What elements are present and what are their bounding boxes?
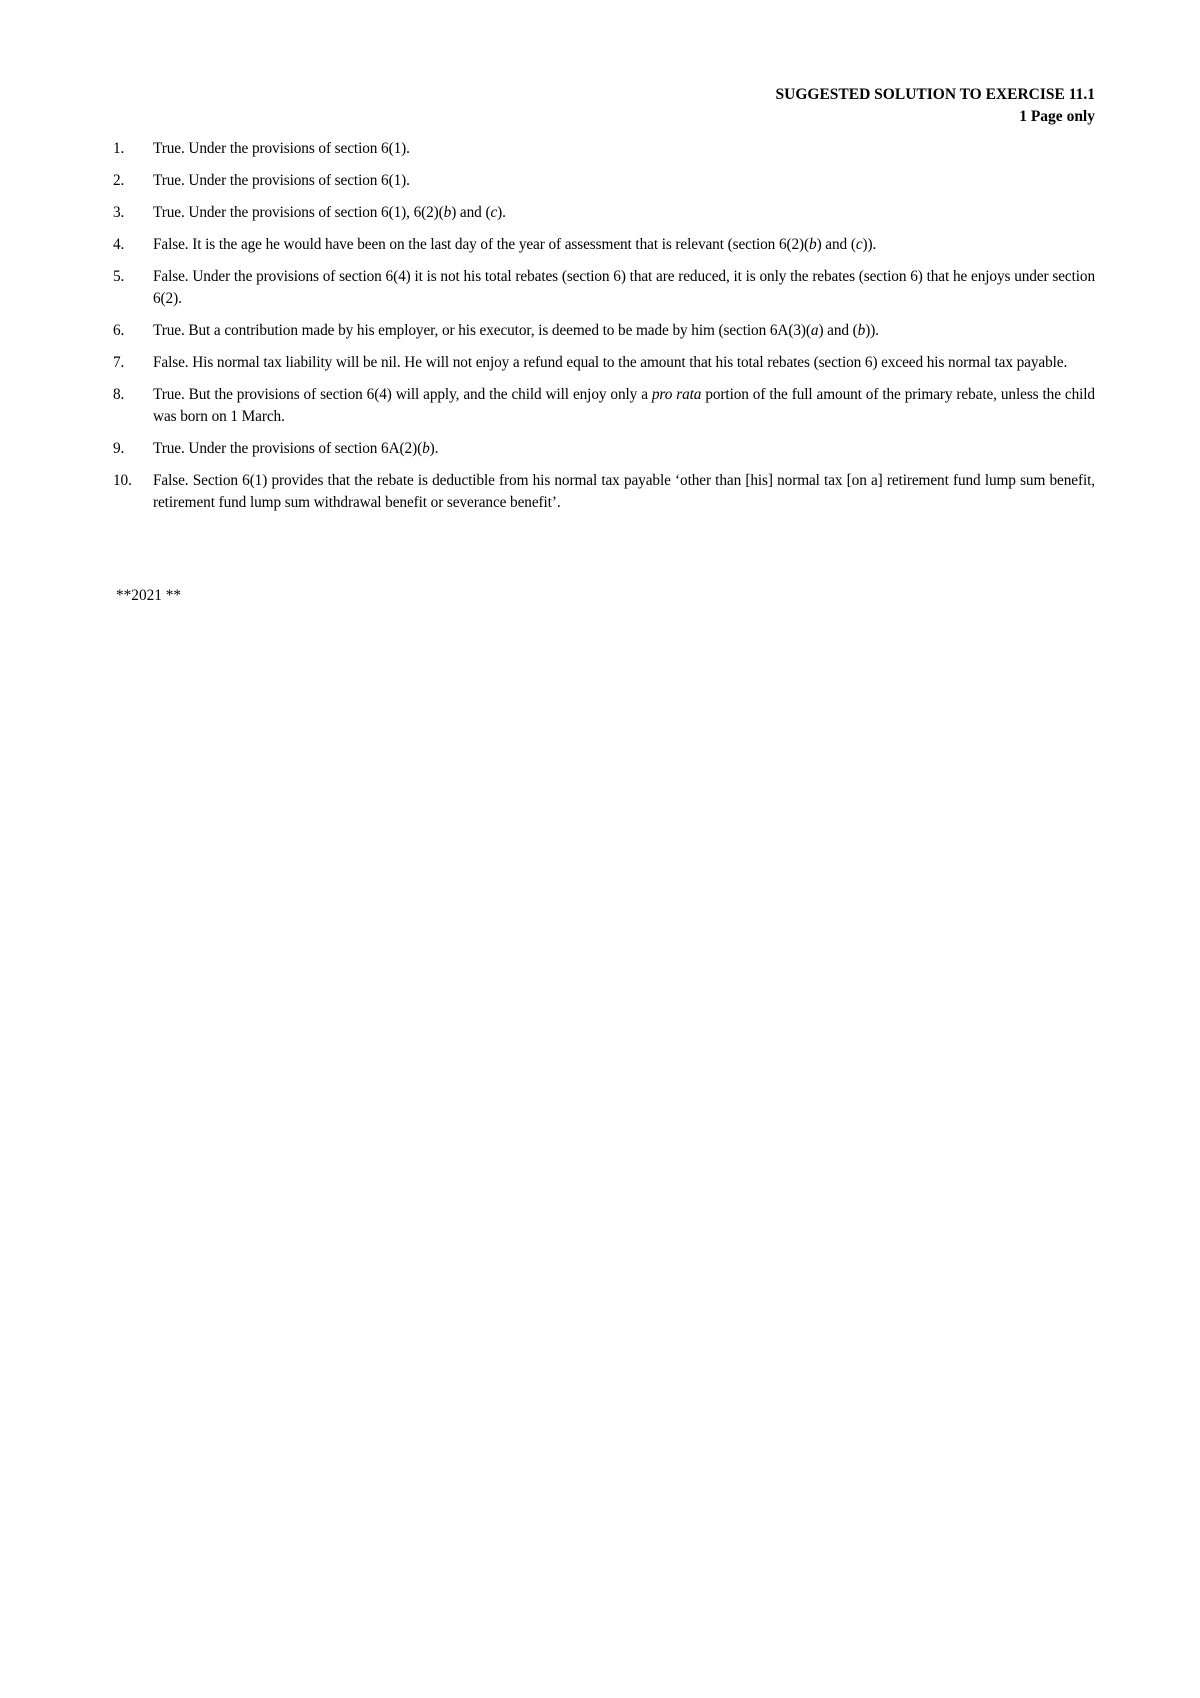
answer-item (113, 352, 1095, 374)
answer-text-italic: b (443, 204, 452, 221)
answer-number: 1. (113, 140, 125, 157)
answer-text-segment: ) and ( (451, 204, 491, 221)
answer-text-segment: ). (429, 440, 439, 457)
answer-item (113, 320, 1095, 342)
answer-item (113, 266, 1095, 310)
answer-item (113, 438, 1095, 460)
answer-text-segment: True. Under the provisions of section 6(1), 6(2)( (153, 204, 444, 221)
answer-text (153, 322, 879, 339)
answer-text-segment: False. Under the provisions of section 6(4) it is not his total rebates (section 6) that are reduced, it is only the rebates (section 6) that he enjoys under section 6(2). (153, 268, 1095, 307)
answer-number: 9. (113, 440, 125, 457)
page-title: SUGGESTED SOLUTION TO EXERCISE 11.1 (775, 86, 1095, 103)
answer-text (153, 172, 410, 189)
answer-text-italic: b (809, 236, 817, 253)
answer-item (113, 384, 1095, 428)
answer-item (113, 170, 1095, 192)
answer-number: 4. (113, 236, 125, 253)
document-header (776, 84, 1095, 128)
answer-text-segment: True. Under the provisions of section 6(1). (153, 172, 410, 189)
answer-text (153, 354, 1067, 371)
answer-text (153, 236, 876, 253)
answer-text (153, 386, 1095, 425)
answer-text-italic: c (855, 236, 863, 253)
answer-item (113, 470, 1095, 514)
answer-text-segment: )). (862, 236, 877, 253)
answer-number: 7. (113, 354, 125, 371)
year-mark: **2021 ** (116, 587, 182, 604)
answer-item (113, 202, 1095, 224)
answer-number: 6. (113, 322, 125, 339)
answer-text (153, 140, 410, 157)
answer-item (113, 234, 1095, 256)
answer-number: 10. (113, 472, 132, 489)
answer-text-segment: True. But a contribution made by his employer, or his executor, is deemed to be made by him (section 6A(3)( (153, 322, 811, 339)
answer-number: 3. (113, 204, 125, 221)
answer-number: 8. (113, 386, 125, 403)
answer-number: 2. (113, 172, 125, 189)
answer-text-italic: b (857, 322, 866, 339)
answer-text-italic: c (490, 204, 498, 221)
answer-text-segment: False. It is the age he would have been on the last day of the year of assessment that is relevant (section 6(2)( (153, 236, 810, 253)
answer-text (153, 440, 438, 457)
answer-text-segment: False. Section 6(1) provides that the rebate is deductible from his normal tax payable ‘other than [his] normal tax [on a] retirement fund lump sum benefit, retirement fund lump sum withdrawal benefit or severance benefit’. (153, 472, 1095, 511)
answer-text-segment: ) and ( (816, 236, 856, 253)
answer-text-italic: b (422, 440, 430, 457)
answer-text (153, 204, 506, 221)
answer-text (153, 268, 1095, 307)
answer-text-segment: ) and ( (818, 322, 858, 339)
answer-list (113, 138, 1095, 524)
answer-text-segment: portion of the full amount of the primary rebate, unless the child was born on 1 March. (153, 386, 1095, 425)
answer-text-segment: )). (865, 322, 879, 339)
page-subtitle: 1 Page only (1019, 108, 1095, 125)
answer-text-italic: pro rata (651, 386, 702, 403)
answer-text-segment: ). (497, 204, 506, 221)
answer-text-segment: False. His normal tax liability will be nil. He will not enjoy a refund equal to the amount that his total rebates (section 6) exceed his normal tax payable. (153, 354, 1068, 371)
answer-text (153, 472, 1095, 511)
answer-number: 5. (113, 268, 125, 285)
answer-text-segment: True. But the provisions of section 6(4) will apply, and the child will enjoy only a (153, 386, 652, 403)
answer-item (113, 138, 1095, 160)
answer-text-segment: True. Under the provisions of section 6A(2)( (153, 440, 423, 457)
answer-text-italic: a (810, 322, 819, 339)
answer-text-segment: True. Under the provisions of section 6(1). (153, 140, 410, 157)
